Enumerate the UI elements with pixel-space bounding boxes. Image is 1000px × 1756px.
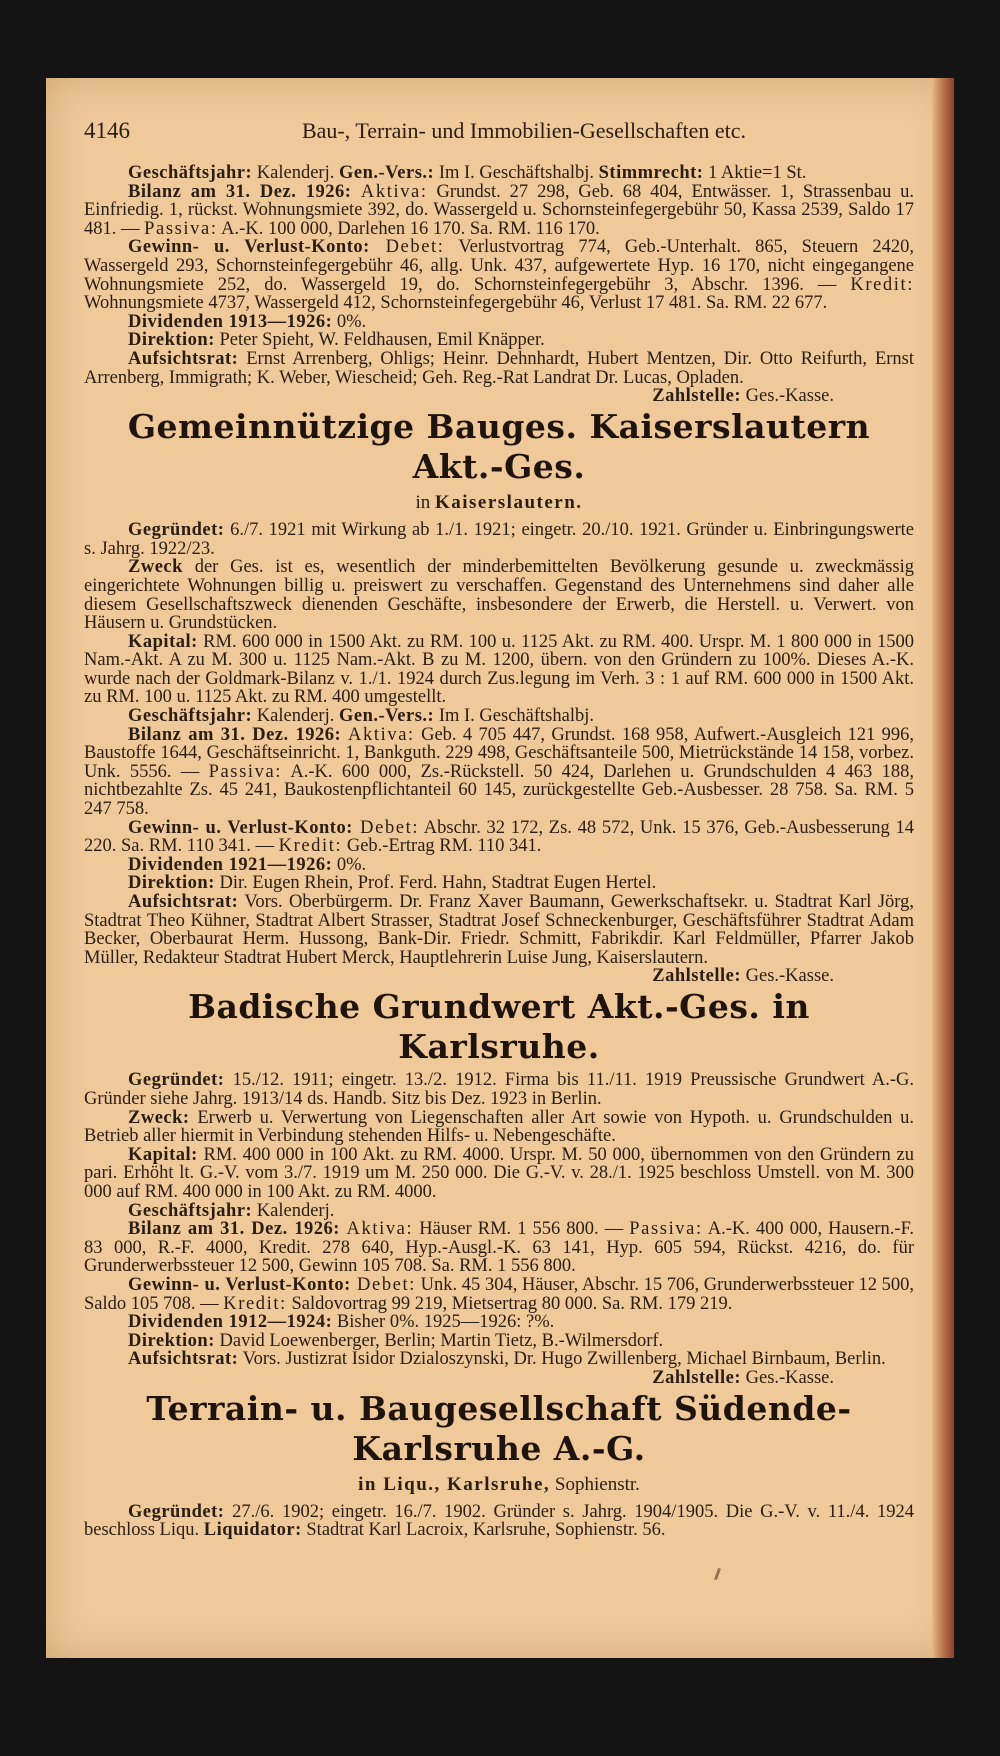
company1-dividenden [84, 856, 914, 875]
label: Dividenden 1921—1926: [128, 854, 333, 875]
company2-bilanz [84, 1220, 914, 1276]
text: Vors. Oberbürgerm. Dr. Franz Xaver Baumann, Gewerkschaftsekr. u. Stadtrat Karl Jörg, Stadtrat Theo Kühner, Stadtrat Albert Strasser, Stadtrat Josef Schneckenburger, Geschäftsführer Stadtrat Adam Becker, Oberbaurat Herm. Hussong, Bank-Dir. Friedr. Schmitt, Fabrikdir. Karl Feldmüller, Pfarrer Jakob Müller, Redakteur Stadtrat Hubert Merck, Hauptlehrerin Luise Jung, Kaiserslautern. [84, 892, 914, 968]
text: Kalenderj. [252, 1200, 335, 1221]
text: Im I. Geschäftshalbj. [434, 706, 594, 727]
entry0-gewinn-verlust [84, 238, 914, 312]
label: Dividenden 1913—1926: [128, 311, 333, 332]
company2-kapital [84, 1146, 914, 1202]
text: Saldovortrag 99 219, Mietsertrag 80 000. Sa. RM. 179 219. [286, 1293, 733, 1314]
running-title: Bau-, Terrain- und Immobilien-Gesellschaften etc. [301, 118, 746, 143]
text: Geb. 4 705 447, Grundst. 168 958, Aufwert.-Ausgleich 121 996, Baustoffe 1644, Geschäftseinricht. 1, Bankguth. 229 498, Geschäftsanteile 500, Mietrückstände 14 158, vorbez. Unk. 5556. — [84, 724, 914, 782]
label: Gewinn- u. Verlust-Konto: [128, 237, 370, 258]
text: Unk. 45 304, Häuser, Abschr. 15 706, Grunderwerbssteuer 12 500, Saldo 105 708. — [84, 1274, 915, 1314]
entry0-aufsichtsrat [84, 348, 914, 407]
label: Kredit: [850, 274, 914, 295]
label: Direktion: [128, 330, 215, 351]
label: Gegründet: [128, 1070, 225, 1091]
text: A.-K. 100 000, Darlehen 16 170. Sa. RM. 116 170. [217, 218, 600, 239]
text: Geb.-Ertrag RM. 110 341. [342, 836, 542, 857]
company2-direktion [84, 1332, 914, 1351]
text: Grundst. 27 298, Geb. 68 404, Entwässer. 1, Strassenbau u. Einfriedig. 1, rückst. Wohnungsmiete 392, do. Wassergeld u. Schornsteinfegergebühr 50, Kassa 2539, Saldo 17 481. — [84, 181, 914, 239]
label: Passiva: [144, 218, 218, 239]
text: Vors. Justizrat Isidor Dzialoszynski, Dr. Hugo Zwillenberg, Michael Birnbaum, Berlin. [238, 1349, 886, 1370]
company1-gewinn-verlust [84, 819, 914, 856]
company1-kapital [84, 633, 914, 707]
label: Gewinn- u. Verlust-Konto: [128, 817, 353, 838]
company1-location [84, 491, 914, 515]
text: Ernst Arrenberg, Ohligs; Heinr. Dehnhardt, Hubert Mentzen, Dir. Otto Reifurth, Ernst Arrenberg, Immigrath; K. Weber, Wiescheid; Geh. Reg.-Rat Landrat Dr. Lucas, Opladen. [84, 348, 914, 388]
company1-geschaeftsjahr [84, 707, 914, 726]
page-header [84, 118, 914, 158]
company1-title: Gemeinnützige Bauges. Kaiserslautern Akt.-Ges. [127, 407, 871, 487]
page-content [84, 118, 914, 1540]
book-page [46, 78, 954, 1658]
text: Kalenderj. [252, 163, 339, 183]
label: Debet: [350, 1274, 416, 1295]
text: RM. 600 000 in 1500 Akt. zu RM. 100 u. 1125 Akt. zu RM. 400. Urspr. M. 1 800 000 in 1500 Nam.-Akt. A zu M. 300 u. 1125 Nam.-Akt. B zu M. 1200, übern. von den Gründern zu 100%. Dieses A.-K. wurde nach der Goldmark-Bilanz v. 1./1. 1924 durch Zus.legung im Verh. 3 : 1 auf RM. 600 000 in 1500 Akt. zu RM. 100 u. 1125 Akt. zu RM. 400 umgestellt. [84, 631, 914, 708]
text: 0%. [332, 311, 367, 332]
label: Zahlstelle: [652, 1367, 741, 1388]
company1-direktion [84, 874, 914, 893]
label: Passiva: [208, 761, 283, 782]
text: Bisher 0%. 1925—1926: ?%. [332, 1312, 555, 1333]
text: Kalenderj. [252, 706, 339, 727]
label: Gegründet: [128, 1501, 225, 1522]
label: Direktion: [128, 873, 215, 894]
label: Aktiva: [341, 724, 415, 745]
label: Kredit: [223, 1293, 287, 1314]
label: Zweck [128, 557, 183, 578]
text: Häuser RM. 1 556 800. — [413, 1219, 630, 1240]
text: David Loewenberger, Berlin; Martin Tietz, B.-Wilmersdorf. [214, 1330, 664, 1351]
label: Gewinn- u. Verlust-Konto: [128, 1274, 351, 1295]
label: Zweck: [128, 1107, 190, 1128]
text: A.-K. 600 000, Zs.-Rückstell. 50 424, Darlehen u. Grundschulden 4 463 188, nichtbezahlte Zs. 45 241, Baukostenpflichtanteil 60 145, zurückgestellte Geb.-Ausbesser. 28 758. Sa. RM. 5 247 758. [84, 761, 914, 820]
company2-gewinn-verlust [84, 1276, 914, 1313]
text: 6./7. 1921 mit Wirkung ab 1./1. 1921; eingetr. 20./10. 1921. Gründer u. Einbringungswerte s. Jahrg. 1922/23. [84, 520, 914, 559]
book-spine-edge [932, 78, 954, 1658]
company2-dividenden [84, 1313, 914, 1332]
entry0-geschaeftsjahr [84, 164, 914, 183]
company2-aufsichtsrat [84, 1349, 914, 1388]
company2-zweck [84, 1109, 914, 1146]
text: Wohnungsmiete 4737, Wassergeld 412, Schornsteinfegergebühr 46, Verlust 17 481. Sa. RM. 22 677. [84, 293, 828, 314]
pencil-mark [714, 1568, 721, 1580]
text: Erwerb u. Verwertung von Liegenschaften aller Art sowie von Hypoth. u. Grundschulden u. Betrieb aller hiermit in Verbindung stehenden Hilfs- u. Nebengeschäfte. [84, 1107, 914, 1147]
label: Liquidator: [203, 1520, 302, 1541]
company3-location [84, 1473, 914, 1497]
label: Stimmrecht: [598, 163, 704, 183]
label: Bilanz am 31. Dez. 1926: [128, 181, 352, 202]
text: A.-K. 400 000, Hausern.-F. 83 000, R.-F. 4000, Kredit. 278 640, Hyp.-Ausgl.-K. 63 141, Hyp. 605 594, Rückst. 4216, do. für Grunderwerbssteuer 12 500, Gewinn 105 708. Sa. RM. 1 556 800. [84, 1219, 914, 1277]
label: Kapital: [128, 1144, 198, 1165]
label: Passiva: [629, 1219, 703, 1240]
text: 0%. [332, 854, 367, 875]
label: Bilanz am 31. Dez. 1926: [128, 724, 342, 745]
text: Stadtrat Karl Lacroix, Karlsruhe, Sophienstr. 56. [301, 1520, 666, 1541]
text: Ges.-Kasse. [741, 386, 834, 407]
label: Bilanz am 31. Dez. 1926: [128, 1219, 340, 1240]
label: Zahlstelle: [652, 386, 741, 407]
label: Gen.-Vers.: [338, 163, 435, 183]
company2-title: Badische Grundwert Akt.-Ges. in Karlsruhe. [188, 987, 810, 1067]
label: Gen.-Vers.: [338, 706, 435, 727]
text: Ges.-Kasse. [741, 966, 834, 987]
label: Debet: [352, 817, 420, 838]
text: Sophienstr. [550, 1473, 640, 1495]
text: der Ges. ist es, wesentlich der minderbemittelten Bevölkerung gesunde u. zweckmässig eingerichtete Wohnungen billig u. preiswert zu verschaffen. Gegenstand des Unternehmens sind daher alle diesem Gesellschaftszweck dienenden Geschäfte, insbesondere der Erwerb, die Herstell. u. Verwert. von Häusern u. Grundstücken. [84, 557, 914, 634]
city: Kaiserslautern. [434, 492, 583, 514]
label: Geschäftsjahr: [128, 1200, 253, 1221]
company1-zweck [84, 558, 914, 632]
company1-gegruendet [84, 521, 914, 558]
text: Abschr. 32 172, Zs. 48 572, Unk. 15 376, Geb.-Ausbesserung 14 220. Sa. RM. 110 341. — [84, 817, 915, 857]
label: Kapital: [128, 631, 198, 652]
label: Debet: [369, 237, 445, 258]
company3-gegruendet [84, 1503, 914, 1540]
label: Aufsichtsrat: [128, 348, 239, 369]
text: Ges.-Kasse. [741, 1367, 834, 1388]
text: Im I. Geschäftshalbj. [434, 163, 599, 183]
label: Aufsichtsrat: [128, 1349, 239, 1370]
text: RM. 400 000 in 100 Akt. zu RM. 4000. Urspr. M. 50 000, übernommen von den Gründern zu pari. Erhöht lt. G.-V. vom 3./7. 1919 um M. 250 000. Die G.-V. v. 28./1. 1925 beschloss Umstell. von M. 300 000 auf RM. 400 000 in 100 Akt. zu RM. 4000. [84, 1144, 914, 1202]
company2-geschaeftsjahr [84, 1202, 914, 1221]
label: Aktiva: [339, 1219, 414, 1240]
label: Zahlstelle: [652, 966, 741, 987]
text: 27./6. 1902; eingetr. 16./7. 1902. Gründer s. Jahrg. 1904/1905. Die G.-V. v. 11./4. 1924 beschloss Liqu. [84, 1501, 914, 1541]
label: Geschäftsjahr: [128, 706, 253, 727]
text: Peter Spieht, W. Feldhausen, Emil Knäpper. [214, 330, 545, 351]
text: in [415, 492, 435, 514]
text: 1 Aktie=1 St. [703, 163, 807, 183]
text: Verlustvortrag 774, Geb.-Unterhalt. 865, Steuern 2420, Wassergeld 293, Schornsteinfegergebühr 46, allg. Unk. 437, aufgewertete Hyp. 16 170, nicht eingegangene Wohnungsmiete 252, do. Wassergeld 19, do. Schornsteinfegergebühr 3, Abschr. 1396. — [84, 237, 914, 295]
company2-gegruendet [84, 1071, 914, 1108]
company3-title: Terrain- u. Baugesellschaft Südende-Karlsruhe A.-G. [146, 1388, 852, 1468]
city: in Liqu., Karlsruhe, [358, 1473, 551, 1495]
entry0-bilanz [84, 183, 914, 239]
text: 15./12. 1911; eingetr. 13./2. 1912. Firma bis 11./11. 1919 Preussische Grundwert A.-G. Gründer siehe Jahrg. 1913/14 ds. Handb. Sitz bis Dez. 1923 in Berlin. [84, 1070, 914, 1109]
page-number: 4146 [84, 118, 130, 143]
entry0-dividenden [84, 313, 914, 332]
label: Geschäftsjahr: [128, 163, 253, 183]
label: Aufsichtsrat: [128, 892, 239, 912]
text: Dir. Eugen Rhein, Prof. Ferd. Hahn, Stadtrat Eugen Hertel. [214, 873, 657, 894]
entry0-direktion [84, 331, 914, 350]
label: Gegründet: [128, 520, 225, 541]
label: Aktiva: [351, 181, 428, 202]
label: Kredit: [278, 836, 343, 857]
company1-aufsichtsrat [84, 892, 914, 987]
label: Dividenden 1912—1924: [128, 1312, 333, 1333]
label: Direktion: [128, 1330, 215, 1351]
company1-bilanz [84, 726, 914, 819]
